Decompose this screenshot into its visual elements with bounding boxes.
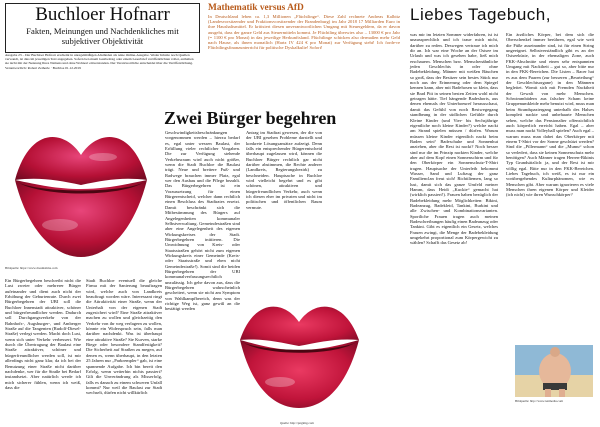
lips-image-left <box>5 85 157 265</box>
diary-col1-text: was mir im letzten Sommer widerfahren, ist ist unaussprechlich und ich traue mich nicht, darüber zu reden. Deswegen vertraue ich mich dir an. Ich war eine Woche an der Ostsee im Urlaub und was ich gesehen habe, ließ mich erschauern. Menschen bzw. Menschenähnliche jeden Geschlechts in oder ohne Badebekleidung. Männer mit weißen Bäuchen so groß, dass der Besitzer sein bestes Stück nur noch aus der Erinnerung oder dem Spiegel kennen kann, aber mit Badehosen so klein, dass sie Brad Pitt in seinen besten Zeiten wohl nicht getragen hätte. Tief hängende Badeshorts, aus denen ehemals der Unterboeuref herausschaut, damit das Gefühl von noch Restwegegang standbeang in der südlichen Gefühle durch Kleine Kinder (und Vier- bis Sechsjährige eigentliche noch kleine Kinder?) welche nackt am Strand spielen müssen / dürfen. Warum müssen kleine Kinder eigentlich nackt beim Baden sein? Badeschuhe und Sonnenhut anziehen, aber die Rest ist nackt? Noch besser sind nur die im Prinzip nackten Kinder, welche aber auf dem Kopf einen Sonnenschirm und für den Oberkörper ein Sonnenschutz-T-Shirt tragen. Hauptsache der Unterleib bekommt Wasser, Sand und Luftzug der ganz Familienclan freut sich! Richtiliemen, lang so lust, damit sich das ganze Umfeld meiner Hamm, dass Heidi „Kuckie“ gemacht hat (wirklich passiert!). Frauen haben bezüglich der Badebekleidung mehr Möglichkeiten: Bikini, Badeanzug, Badekleid, Tankini, Burkini und alle Zwischen- und Kombinationsvarianten. Sportliche Frauen tragen auch meinen Badeschreibungen häufig einen Badeanzug oder Tankini. Gibt es eigentlich ein Gesetz, welches Frauen zwingt, die Menge der Badebekleidung umgekehrt proportional zum Körpergewicht zu wählen? Schafft das Gesetz ab! <box>410 32 498 246</box>
article-col1-text: Ein Bürgerbegehren beschreibt nicht die Lust zweier oder mehrerer Bürger aufeinander und dient auch nicht der Erhöhung der Geburtenrate. Durch zwei Bürgerbegehren der UBI soll die Buchloer Innenstadt attraktiver, schöner und bürgerfreundlicher werden. Dadurch soll Durchgangsverkehr von der Bahnhofs-, Augsburger-, und Amberger Straße auf die Tangenten (Rudolf-Diesel-Straße) verlegt werden. Macht doch Lust, wenn sich unter Verkehr verbessert. Wie durch die Übertragung der Baulast eine Straße attraktiver, schöner und bürgerfreundlicher werden soll, ist mir allerdings nicht ganz klar, da ich bei der Benutzung einer Straße nicht darüber nachdenke, wer für die Straße bei Bedarf instandsetzt. Aber natürlich werde ich mich sicherer fühlen, wenn ich weiß, dass die <box>5 278 81 390</box>
lips-left-caption: Bildquelle: https://www.dreamstime.com <box>5 266 58 270</box>
sunbather-icon <box>515 345 593 397</box>
article-headline: Zwei Bürger begehren <box>164 108 337 128</box>
masthead-meta: Ausgabe 23 – Der Buchloer Hofnarr erscheint in unregelmäßigen Abständen als reine Online-Ausgabe. Weder Inhalte noch Quellen verwandt, ist dies im jeweiligen Text angegeben. Sofern bei einem Gastbeitrag oder einem Leserbrief veröffentlichten voller, enthalten sie nicht mit der Nennung Ihres Namens und ohne Wohnort einverstanden. Der Verantwortliche entscheidet über die Veröffentlichung. Verantwortlich: Robert Zeiherle · Buchloe 01.12.2019 <box>5 53 194 70</box>
sunbather-caption: Bildquelle: http://www.tenmedia.com <box>515 399 564 403</box>
masthead-subtitle: Fakten, Meinungen und Nachdenkliches mit subjektiver Objektivität <box>26 26 179 46</box>
article-column-3 <box>165 130 240 312</box>
article-col2-text: Stadt Buchloe eventuell die gleiche Firma mit der Sanierung beauftragen wird, welche auch von Landkreis beauftragt worden wäre. Interessant ringt die Attraktivität einer Straße, wenn der Unterhalt von der eigenen Stadt zugesichert wird? Eine Straße attraktiver machen zu wollen und gleichzeitig den Verkehr von ihr weg verlagern zu wollen, könnte ein Widerspruch sein, falls man darüber nachdenkt. Was ist überhaupt eine attraktive Straße? Sie Kurven, starke Biege oder besondere Standfestigkeit? Die Sicherheit auf Straßen zu megen, auf denen es, wenn überhaupt, in den letzten 25 Jahren nur „Parkrempler“ gab, ist eine spannende Aufgabe. Ich bin bereit den Erfolg, wenn weiterhin nichts passiert? Gilt die Unverändrung als Misserfolg, falls es danach zu einem schweren Unfall kommt? Nur weil die Baulast zur Stadt wechselt, dürfen nicht willkürlich <box>86 278 162 396</box>
lips-image-mid <box>232 270 367 420</box>
lips-left-icon <box>5 85 157 265</box>
article-col4-text: Antrag im Stadtrat gewesen, der die von der UBI gesehen Probleme darstellt und konkrete Lösungsansätze aufzeigt. Denn falls ein entsprechender Bürgerentscheid überhaupt zugelassen wird, können die Buchloer Bürger rechtlich gar nicht darüber abstimmen, die Rechte anderer (Landkreis, Regierungsbezirk) zu beschneiden. Hauptsache in Buchloe wird vielleicht begehrt und es gibt schönen, attraktiven und bürgerfreundlichen Verkehr, auch wenn ich diesen eher im privaten und nicht im politischen und öffentlichen Raum vermute. <box>246 130 322 210</box>
article-column-1 <box>5 278 81 390</box>
sunbather-image <box>515 345 593 397</box>
feature-box <box>208 3 400 51</box>
article-column-4 <box>246 130 322 210</box>
feature-title: Mathematik versus AfD <box>208 3 304 13</box>
lips-mid-caption: Quelle: http://pngimg.com <box>280 421 314 425</box>
diary-column-1 <box>410 32 498 246</box>
feature-text: In Deutschland leben ca. 1,3 Millionen „Flüchtlinge“. Diese Zahl rechnete Andreas Kalbitz (Landesvorsitzender und Fraktionsvorsitzender der Brandenburg) im Jahr 2018 17 Milliarden Euro in ihre Haushaltsmittel. Er kritisiert diesen unverantwortlichen Umgang mit Steuergeldern, da er davon ausgeht, dass der ganze Geld aus Steuermitteln kommt. Je Flüchtling überwies also – 13000 € pro Jahr (= 1100 € pro Monat) in das jeweilige Herkunftsland. Flüchtlinge schicken also dermaßen mehr Geld nach Hause, als ihnen monatlich (Hartz IV 424 € pro Monat) zur Verfügung steht! Ich forde-re Flüchtlingsfinanzunterricht für politische Dyskalkulie! Sofort! <box>208 14 400 51</box>
lips-mid-icon <box>232 270 367 420</box>
article-col3-text: Geschwindigkeitsbeschränkungen vorgenommen werden – hierzu bedarf es, egal unter wessen Baulast, der Erfüllung vieler rechtlicher Vorgaben. Die zur Verfügung stehende Verkehrsraum wird auch nicht größer, wenn die Stadt Buchloe die Baulast trägt. Neue und breitere Fuß- und Radwege brauchen immer Platz, egal wer den Ausbau und die Pflege bezahlt. Das Bürgerbegehren ist ein Voraussetzung für einen Bürgerentscheid, welcher dann rechtlich einen Beschluss des Stadtrates ersetzt. Damit beschränkt sich die Mitbestimmung des Bürgers auf Angelegenheiten kommunaler Selbstverwaltung. Gemeindestraßen sind aber eine Angelegenheit des eigenen Wirkungskreises der Stadt. Bürgerbegehren initiieren. Die Umwidmung von Kreis- oder Staatsstraßen gehört nicht zum eigenen Wirkungskreis einer Gemeinde (Kreis- oder Staatsstraße und eben nicht Gemeindestraße!). Somit sind die beiden Bürgerbegehren der UBI kommunalverfassungsrechtlich unzulässig. Ich gehe davon aus, dass die Bürgerbegehren wahrscheinlich gescheitert, wenn sie nicht am Symptom von Wahlkampfbereich, denn was der richtige Weg ist, ganz gewiß an die bestätigt werden <box>165 130 240 312</box>
diary-col2-text: Ein ärztliches Körper, bei dem sich die Oberschenkel immer berühren, egal wie weit die Füße auseinander sind, ist für einen String ungeeignet. Selbstverständlich gibt es an der Ostseeküste, in der ehemaligen Zone, auch FKK-Abschnitte und einen sehr entspannten Umgang mit Nacktheit – gut so, aber bitte nur in den FKK-Bereichen. Die Listen – Racer hat es aus dem Paaren (zur besseren „Beurteilung“ der Geschlechtsorgane) in den Männern begleitet. Womit sich mit Fremden Nacktheit der Gewalt von mehr Menschen. Schwimmbädern aus falscher Scham keine Gruppenumkleide mehr benutzt wird, muss man beim Strandspaziergang unterhalb des Halses komplett nackte und unbehaarte Menschen sehen, welche das Pensionalter offensichtlich auch körperlich erreicht haben. Egal – aber muss man nackt Volleyball spielen? Auch egal – warum muss man dabei das Oberkörper mit einem T-Shirt vor der Sonne geschützt werden? Sind die „Pillermann“ und die „Mumu“ schon so verledert, dass sie keinen Sonnenschutz mehr benötigen? Auch Männer tragen Herren-Bikinis Typ Grundsätzlich: ja, und der Rest ist mir völlig egal. Bitte nur in den FKK-Bereichen. Liebes Tagebuch, ich weiß, es ist nur ein vorübergehendes Kulturphänomen, wie es Menschen gibt. Aber warum ignorieren es viele Menschen ihren eigenen Körper und Kleider (ich nicht) wie ihren Wunschkörper? <box>506 32 594 198</box>
diary-title: Liebes Tagebuch, <box>410 5 551 24</box>
article-column-2 <box>86 278 162 396</box>
masthead-title: Buchloer Hofnarr <box>35 4 170 25</box>
masthead <box>5 3 200 53</box>
diary-column-2 <box>506 32 594 342</box>
